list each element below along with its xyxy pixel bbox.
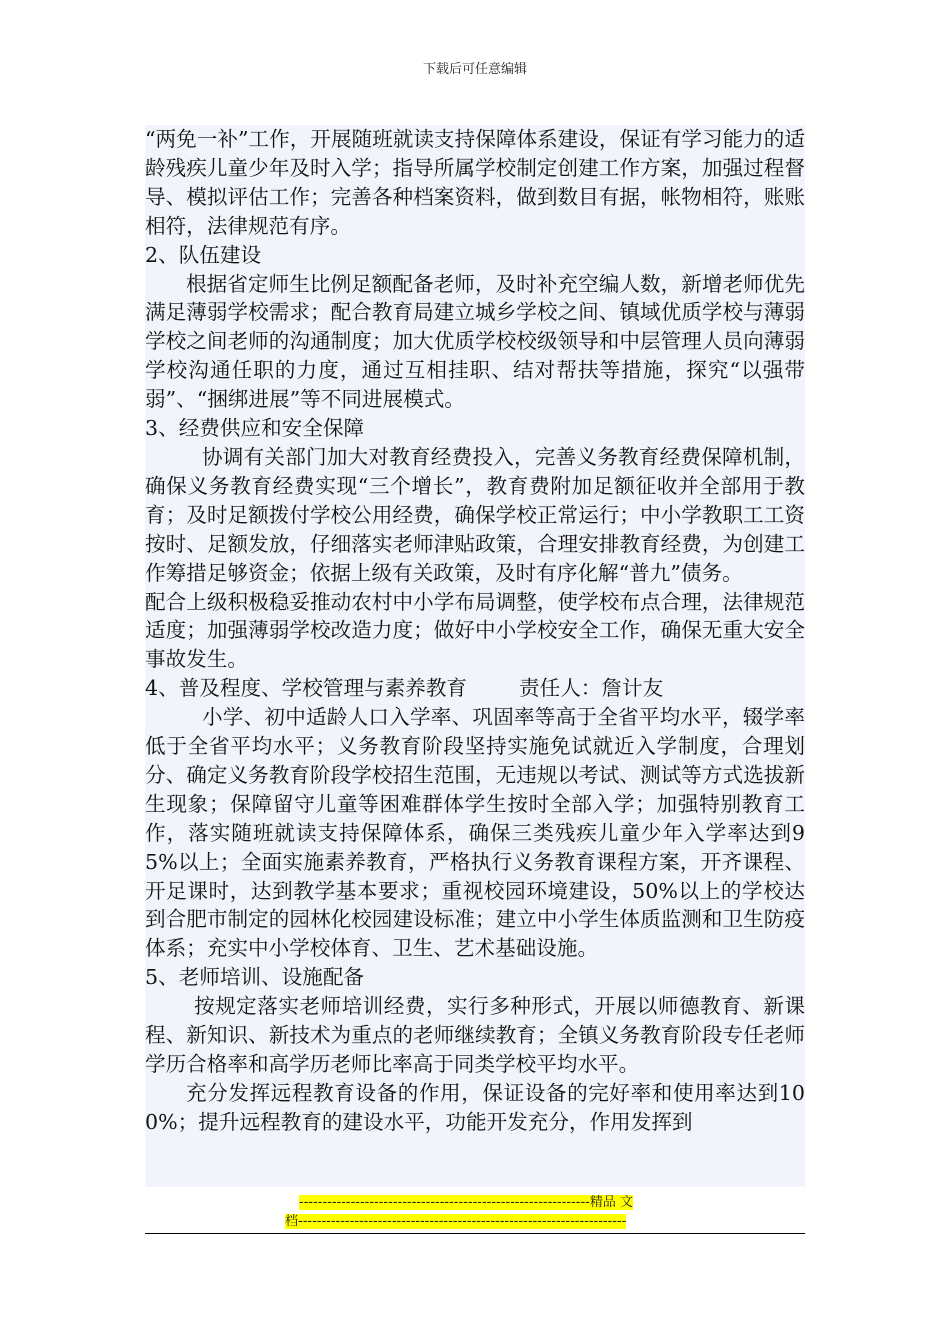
paragraph: 按规定落实老师培训经费，实行多种形式，开展以师德教育、新课程、新知识、新技术为重点的老师继续教育；全镇义务教育阶段专任老师学历合格率和高学历老师比率高于同类学校平均水平。 bbox=[145, 994, 805, 1076]
section-heading: 3、经费供应和安全保障 bbox=[145, 416, 365, 441]
page-footer bbox=[285, 1193, 665, 1231]
paragraph: 配合上级积极稳妥推动农村中小学布局调整，使学校布点合理，法律规范适度；加强薄弱学校改造力度；做好中小学校安全工作，确保无重大安全事故发生。 bbox=[145, 589, 805, 672]
section-heading: 2、队伍建设 bbox=[145, 242, 262, 267]
paragraph: 充分发挥远程教育设备的作用，保证设备的完好率和使用率达到100%；提升远程教育的建设水平，功能开发充分，作用发挥到 bbox=[145, 1080, 805, 1134]
page-header: 下载后可任意编辑 bbox=[422, 62, 527, 77]
section-title: 4、普及程度、学校管理与素养教育 bbox=[145, 676, 468, 701]
paragraph: “两免一补”工作，开展随班就读支持保障体系建设，保证有学习能力的适龄残疾儿童少年及时入学；指导所属学校制定创建工作方案，加强过程督导、模拟评估工作；完善各种档案资料，做到数目有据，帐物相符，账账相符，法律规范有序。 bbox=[145, 127, 805, 238]
paragraph: 协调有关部门加大对教育经费投入，完善义务教育经费保障机制，确保义务教育经费实现“三个增长”，教育费附加足额征收并全部用于教育；及时足额拨付学校公用经费，确保学校正常运行；中小学教职工工资按时、足额发放，仔细落实老师津贴政策，合理安排教育经费，为创建工作筹措足够资金；依据上级有关政策，及时有序化解“普九”债务。 bbox=[145, 444, 805, 585]
document-body bbox=[145, 125, 805, 1187]
section-heading bbox=[145, 674, 805, 703]
paragraph: 小学、初中适龄人口入学率、巩固率等高于全省平均水平，辍学率低于全省平均水平；义务教育阶段坚持实施免试就近入学制度，合理划分、确定义务教育阶段学校招生范围，无违规以考试、测试等方式选拔新生现象；保障留守儿童等困难群体学生按时全部入学；加强特别教育工作，落实随班就读支持保障体系，确保三类残疾儿童少年入学率达到95%以上；全面实施素养教育，严格执行义务教育课程方案，开齐课程、开足课时，达到教学基本要求；重视校园环境建设，50%以上的学校达到合肥市制定的园林化校园建设标准；建立中小学生体质监测和卫生防疫体系；充实中小学校体育、卫生、艺术基础设施。 bbox=[145, 705, 805, 961]
responsible-person: 责任人：詹计友 bbox=[519, 676, 664, 701]
footer-watermark-line1: --------------------------------------------------------------精品 文 bbox=[299, 1195, 633, 1210]
footer-watermark-line2: 档---------------------------------------------------------------------- bbox=[285, 1214, 627, 1229]
footer-divider bbox=[145, 1233, 805, 1234]
section-heading: 5、老师培训、设施配备 bbox=[145, 965, 365, 990]
paragraph: 根据省定师生比例足额配备老师，及时补充空编人数，新增老师优先满足薄弱学校需求；配合教育局建立城乡学校之间、镇域优质学校与薄弱学校之间老师的沟通制度；加大优质学校校级领导和中层管理人员向薄弱学校沟通任职的力度，通过互相挂职、结对帮扶等措施，探究“以强带弱”、“捆绑进展”等不同进展模式。 bbox=[145, 271, 805, 412]
